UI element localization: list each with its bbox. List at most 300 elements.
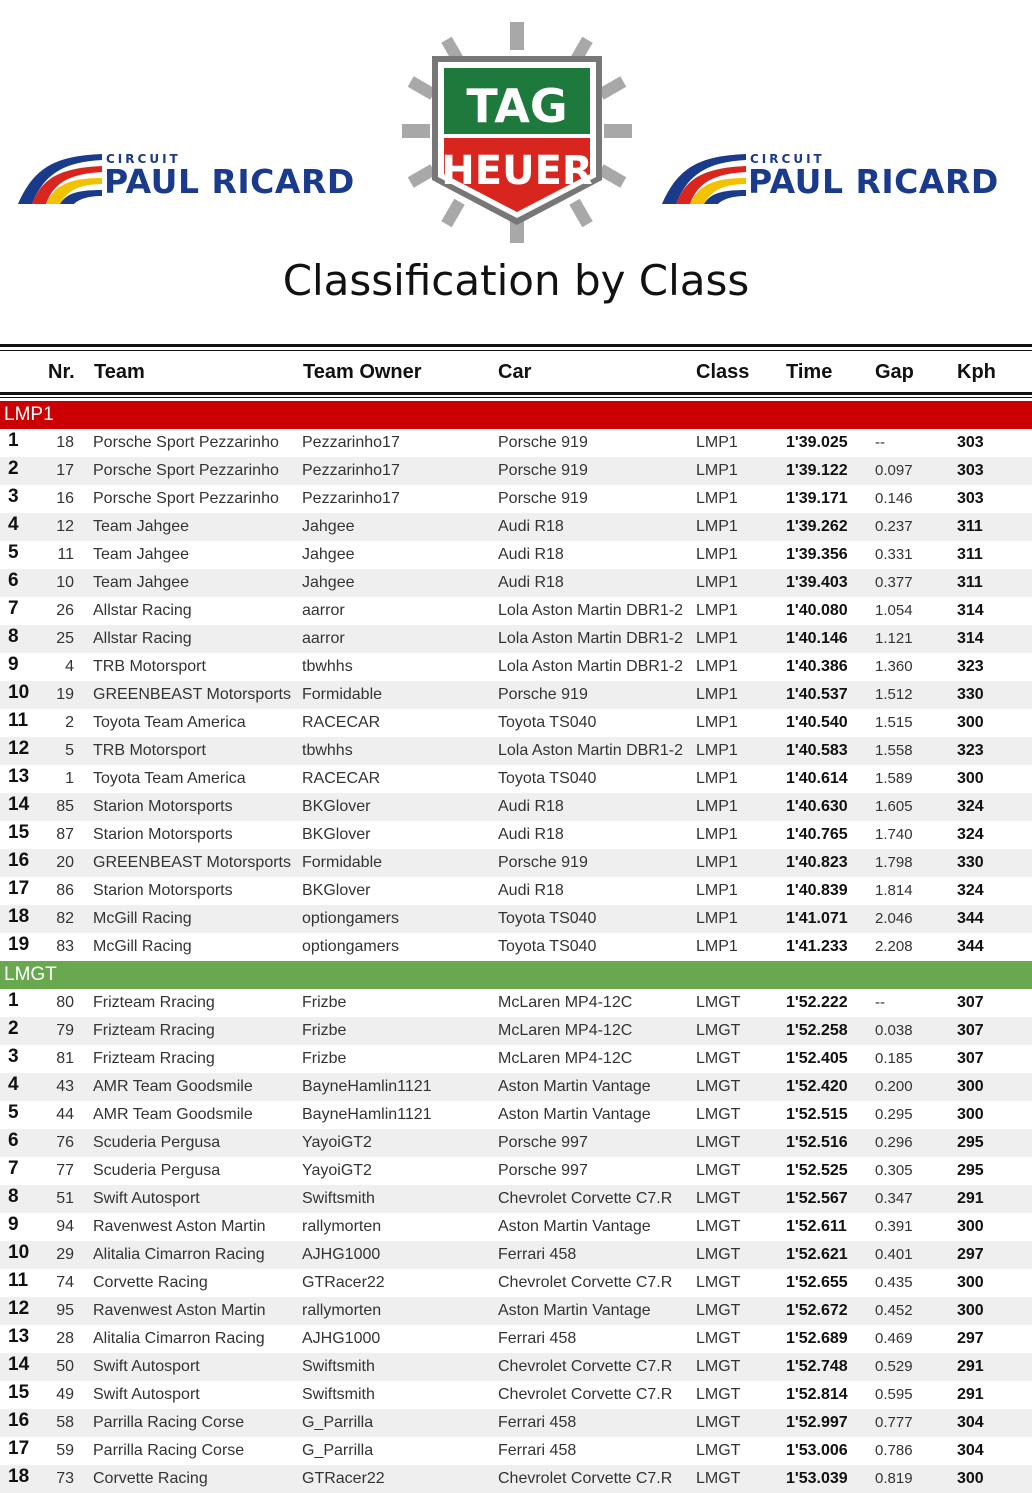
tag-heuer-logo bbox=[402, 20, 632, 245]
class-band-lmp1 bbox=[0, 401, 1032, 429]
cell-time: 1'39.025 bbox=[786, 434, 848, 451]
cell-car: Chevrolet Corvette C7.R bbox=[498, 1190, 673, 1207]
cell-pos: 14 bbox=[8, 1354, 30, 1375]
cell-pos: 18 bbox=[8, 1466, 30, 1487]
svg-text:HEUER: HEUER bbox=[441, 148, 593, 194]
cell-time: 1'39.171 bbox=[786, 490, 848, 507]
cell-car: Chevrolet Corvette C7.R bbox=[498, 1386, 673, 1403]
cell-team: Frizteam Rracing bbox=[93, 994, 215, 1011]
cell-car: Lola Aston Martin DBR1-2 bbox=[498, 658, 683, 675]
cell-time: 1'52.689 bbox=[786, 1330, 848, 1347]
cell-car: Porsche 919 bbox=[498, 854, 588, 871]
table-row bbox=[0, 1017, 1032, 1045]
cell-kph: 291 bbox=[957, 1386, 984, 1403]
table-row bbox=[0, 625, 1032, 653]
cell-class: LMGT bbox=[696, 1162, 741, 1179]
cell-class: LMGT bbox=[696, 1078, 741, 1095]
cell-gap: 1.798 bbox=[875, 854, 913, 871]
cell-class: LMP1 bbox=[696, 490, 738, 507]
cell-nr: 44 bbox=[56, 1106, 74, 1123]
cell-owner: YayoiGT2 bbox=[302, 1134, 372, 1151]
cell-kph: 300 bbox=[957, 770, 984, 787]
cell-nr: 4 bbox=[65, 658, 74, 675]
cell-nr: 11 bbox=[57, 546, 74, 563]
cell-gap: 0.237 bbox=[875, 518, 913, 535]
cell-nr: 79 bbox=[56, 1022, 74, 1039]
cell-nr: 50 bbox=[56, 1358, 74, 1375]
cell-pos: 7 bbox=[8, 1158, 19, 1179]
cell-car: Lola Aston Martin DBR1-2 bbox=[498, 602, 683, 619]
cell-car: Audi R18 bbox=[498, 518, 564, 535]
cell-kph: 330 bbox=[957, 686, 984, 703]
table-row bbox=[0, 849, 1032, 877]
cell-class: LMGT bbox=[696, 1330, 741, 1347]
cell-team: Corvette Racing bbox=[93, 1470, 208, 1487]
cell-gap: 0.435 bbox=[875, 1274, 913, 1291]
cell-kph: 303 bbox=[957, 490, 984, 507]
cell-gap: 1.515 bbox=[875, 714, 913, 731]
cell-owner: Swiftsmith bbox=[302, 1190, 375, 1207]
cell-owner: G_Parrilla bbox=[302, 1442, 374, 1459]
cell-gap: 0.331 bbox=[875, 546, 913, 563]
cell-nr: 83 bbox=[56, 938, 74, 955]
cell-kph: 304 bbox=[957, 1414, 984, 1431]
cell-class: LMP1 bbox=[696, 714, 738, 731]
cell-time: 1'52.222 bbox=[786, 994, 848, 1011]
cell-kph: 323 bbox=[957, 742, 984, 759]
cell-kph: 311 bbox=[957, 574, 983, 591]
cell-class: LMP1 bbox=[696, 882, 738, 899]
cell-owner: tbwhhs bbox=[302, 742, 353, 759]
cell-kph: 307 bbox=[957, 1050, 984, 1067]
cell-kph: 300 bbox=[957, 1218, 984, 1235]
cell-gap: 0.452 bbox=[875, 1302, 913, 1319]
cell-car: Audi R18 bbox=[498, 798, 564, 815]
cell-pos: 1 bbox=[8, 430, 19, 451]
cell-car: Ferrari 458 bbox=[498, 1246, 577, 1263]
cell-team: Starion Motorsports bbox=[93, 798, 233, 815]
cell-gap: 2.208 bbox=[875, 938, 913, 955]
table-row bbox=[0, 821, 1032, 849]
cell-time: 1'40.614 bbox=[786, 770, 848, 787]
cell-class: LMP1 bbox=[696, 602, 738, 619]
cell-kph: 291 bbox=[957, 1190, 984, 1207]
cell-car: Chevrolet Corvette C7.R bbox=[498, 1274, 673, 1291]
cell-gap: 0.296 bbox=[875, 1134, 913, 1151]
cell-time: 1'52.611 bbox=[786, 1218, 847, 1235]
cell-gap: 1.054 bbox=[875, 602, 913, 619]
cell-nr: 76 bbox=[56, 1134, 74, 1151]
cell-kph: 344 bbox=[957, 910, 984, 927]
cell-kph: 300 bbox=[957, 1470, 984, 1487]
cell-team: McGill Racing bbox=[93, 910, 192, 927]
cell-class: LMGT bbox=[696, 1050, 741, 1067]
cell-pos: 11 bbox=[8, 710, 29, 731]
cell-time: 1'52.525 bbox=[786, 1162, 848, 1179]
table-row bbox=[0, 933, 1032, 961]
cell-pos: 18 bbox=[8, 906, 30, 927]
cell-time: 1'52.814 bbox=[786, 1386, 848, 1403]
cell-time: 1'40.080 bbox=[786, 602, 848, 619]
cell-class: LMP1 bbox=[696, 686, 738, 703]
cell-kph: 295 bbox=[957, 1162, 984, 1179]
table-row bbox=[0, 989, 1032, 1017]
cell-owner: RACECAR bbox=[302, 770, 381, 787]
table-row bbox=[0, 1269, 1032, 1297]
cell-nr: 18 bbox=[56, 434, 74, 451]
cell-car: Porsche 919 bbox=[498, 686, 588, 703]
cell-car: Audi R18 bbox=[498, 826, 564, 843]
cell-team: GREENBEAST Motorsports bbox=[93, 854, 291, 871]
table-row bbox=[0, 905, 1032, 933]
table-row bbox=[0, 1101, 1032, 1129]
cell-class: LMGT bbox=[696, 1386, 741, 1403]
cell-gap: 0.401 bbox=[875, 1246, 913, 1263]
header-rule-top-thin bbox=[0, 350, 1032, 351]
logo-circuit-text: CIRCUIT bbox=[106, 152, 181, 166]
cell-pos: 5 bbox=[8, 1102, 19, 1123]
cell-class: LMP1 bbox=[696, 462, 738, 479]
cell-owner: aarror bbox=[302, 630, 345, 647]
cell-team: AMR Team Goodsmile bbox=[93, 1106, 253, 1123]
cell-nr: 20 bbox=[56, 854, 74, 871]
cell-owner: Pezzarinho17 bbox=[302, 490, 400, 507]
cell-team: Scuderia Pergusa bbox=[93, 1134, 221, 1151]
cell-team: Porsche Sport Pezzarinho bbox=[93, 462, 279, 479]
cell-pos: 10 bbox=[8, 682, 30, 703]
cell-kph: 303 bbox=[957, 434, 984, 451]
cell-class: LMP1 bbox=[696, 770, 738, 787]
tag-heuer-logo-icon bbox=[402, 20, 632, 245]
cell-pos: 7 bbox=[8, 598, 19, 619]
cell-car: Aston Martin Vantage bbox=[498, 1218, 651, 1235]
cell-car: Lola Aston Martin DBR1-2 bbox=[498, 630, 683, 647]
cell-pos: 8 bbox=[8, 1186, 19, 1207]
table-row bbox=[0, 709, 1032, 737]
cell-team: Team Jahgee bbox=[93, 518, 190, 535]
cell-pos: 13 bbox=[8, 766, 30, 787]
cell-team: Alitalia Cimarron Racing bbox=[93, 1330, 265, 1347]
cell-owner: AJHG1000 bbox=[302, 1330, 381, 1347]
column-header-row bbox=[0, 352, 1032, 392]
cell-team: Starion Motorsports bbox=[93, 882, 233, 899]
cell-time: 1'40.630 bbox=[786, 798, 848, 815]
cell-team: Swift Autosport bbox=[93, 1386, 200, 1403]
cell-pos: 8 bbox=[8, 626, 19, 647]
cell-car: Toyota TS040 bbox=[498, 910, 597, 927]
cell-time: 1'41.071 bbox=[786, 910, 848, 927]
cell-nr: 10 bbox=[56, 574, 74, 591]
cell-pos: 9 bbox=[8, 654, 19, 675]
col-car: Car bbox=[498, 361, 532, 383]
cell-gap: 0.595 bbox=[875, 1386, 913, 1403]
cell-gap: 1.605 bbox=[875, 798, 913, 815]
cell-team: Starion Motorsports bbox=[93, 826, 233, 843]
cell-team: Allstar Racing bbox=[93, 630, 192, 647]
cell-kph: 297 bbox=[957, 1330, 984, 1347]
cell-class: LMP1 bbox=[696, 938, 738, 955]
cell-time: 1'40.839 bbox=[786, 882, 848, 899]
cell-owner: Swiftsmith bbox=[302, 1358, 375, 1375]
paul-ricard-logo-left bbox=[14, 140, 374, 210]
cell-gap: 0.038 bbox=[875, 1022, 913, 1039]
cell-gap: 0.786 bbox=[875, 1442, 913, 1459]
cell-kph: 291 bbox=[957, 1358, 984, 1375]
cell-car: McLaren MP4-12C bbox=[498, 1022, 633, 1039]
table-row bbox=[0, 457, 1032, 485]
table-row bbox=[0, 597, 1032, 625]
cell-owner: GTRacer22 bbox=[302, 1470, 385, 1487]
cell-car: Ferrari 458 bbox=[498, 1414, 577, 1431]
cell-time: 1'39.356 bbox=[786, 546, 848, 563]
cell-team: Corvette Racing bbox=[93, 1274, 208, 1291]
cell-gap: 1.558 bbox=[875, 742, 913, 759]
cell-kph: 307 bbox=[957, 994, 984, 1011]
cell-owner: Swiftsmith bbox=[302, 1386, 375, 1403]
cell-nr: 1 bbox=[65, 770, 74, 787]
cell-kph: 297 bbox=[957, 1246, 984, 1263]
cell-owner: YayoiGT2 bbox=[302, 1162, 372, 1179]
cell-kph: 324 bbox=[957, 798, 984, 815]
cell-time: 1'40.583 bbox=[786, 742, 848, 759]
cell-class: LMGT bbox=[696, 994, 741, 1011]
cell-nr: 28 bbox=[56, 1330, 74, 1347]
cell-owner: BayneHamlin1121 bbox=[302, 1078, 432, 1095]
cell-owner: Jahgee bbox=[302, 518, 355, 535]
table-row bbox=[0, 793, 1032, 821]
cell-owner: Frizbe bbox=[302, 1050, 347, 1067]
cell-pos: 17 bbox=[8, 878, 30, 899]
cell-owner: Pezzarinho17 bbox=[302, 434, 400, 451]
cell-time: 1'52.405 bbox=[786, 1050, 848, 1067]
cell-gap: -- bbox=[875, 434, 885, 451]
col-time: Time bbox=[786, 361, 833, 383]
cell-gap: 0.305 bbox=[875, 1162, 913, 1179]
cell-nr: 87 bbox=[56, 826, 74, 843]
header-rule-bottom bbox=[0, 392, 1032, 395]
cell-owner: Jahgee bbox=[302, 546, 355, 563]
cell-owner: Formidable bbox=[302, 686, 383, 703]
cell-pos: 3 bbox=[8, 1046, 19, 1067]
table-row bbox=[0, 1157, 1032, 1185]
cell-car: Porsche 919 bbox=[498, 490, 588, 507]
cell-team: Allstar Racing bbox=[93, 602, 192, 619]
cell-team: Scuderia Pergusa bbox=[93, 1162, 221, 1179]
cell-team: Parrilla Racing Corse bbox=[93, 1414, 245, 1431]
cell-pos: 15 bbox=[8, 1382, 30, 1403]
cell-owner: AJHG1000 bbox=[302, 1246, 381, 1263]
cell-owner: Frizbe bbox=[302, 994, 347, 1011]
cell-gap: 1.589 bbox=[875, 770, 913, 787]
table-row bbox=[0, 1129, 1032, 1157]
table-row bbox=[0, 653, 1032, 681]
cell-pos: 16 bbox=[8, 850, 30, 871]
cell-gap: 1.360 bbox=[875, 658, 913, 675]
cell-owner: RACECAR bbox=[302, 714, 381, 731]
table-row bbox=[0, 1353, 1032, 1381]
class-band-lmgt bbox=[0, 961, 1032, 989]
svg-text:TAG: TAG bbox=[466, 79, 568, 133]
cell-class: LMGT bbox=[696, 1302, 741, 1319]
cell-nr: 43 bbox=[56, 1078, 74, 1095]
table-row bbox=[0, 1437, 1032, 1465]
cell-kph: 300 bbox=[957, 714, 984, 731]
cell-pos: 5 bbox=[8, 542, 19, 563]
cell-nr: 73 bbox=[56, 1470, 74, 1487]
cell-class: LMGT bbox=[696, 1190, 741, 1207]
cell-time: 1'40.765 bbox=[786, 826, 848, 843]
cell-time: 1'53.039 bbox=[786, 1470, 848, 1487]
cell-nr: 17 bbox=[56, 462, 74, 479]
cell-car: Audi R18 bbox=[498, 546, 564, 563]
cell-owner: Pezzarinho17 bbox=[302, 462, 400, 479]
cell-gap: 1.512 bbox=[875, 686, 913, 703]
cell-kph: 323 bbox=[957, 658, 984, 675]
cell-owner: rallymorten bbox=[302, 1302, 382, 1319]
cell-team: Toyota Team America bbox=[93, 714, 246, 731]
cell-pos: 2 bbox=[8, 458, 19, 479]
cell-gap: 0.529 bbox=[875, 1358, 913, 1375]
cell-time: 1'39.262 bbox=[786, 518, 848, 535]
cell-pos: 15 bbox=[8, 822, 30, 843]
cell-car: Aston Martin Vantage bbox=[498, 1302, 651, 1319]
cell-kph: 324 bbox=[957, 882, 984, 899]
cell-time: 1'40.146 bbox=[786, 630, 848, 647]
cell-nr: 25 bbox=[56, 630, 74, 647]
cell-time: 1'52.621 bbox=[786, 1246, 848, 1263]
cell-time: 1'39.403 bbox=[786, 574, 848, 591]
cell-owner: optiongamers bbox=[302, 910, 399, 927]
cell-team: Ravenwest Aston Martin bbox=[93, 1218, 266, 1235]
cell-car: Lola Aston Martin DBR1-2 bbox=[498, 742, 683, 759]
cell-gap: 0.391 bbox=[875, 1218, 913, 1235]
cell-kph: 304 bbox=[957, 1442, 984, 1459]
cell-class: LMP1 bbox=[696, 742, 738, 759]
cell-time: 1'53.006 bbox=[786, 1442, 848, 1459]
cell-car: Toyota TS040 bbox=[498, 770, 597, 787]
cell-owner: BKGlover bbox=[302, 882, 371, 899]
table-row bbox=[0, 681, 1032, 709]
cell-pos: 12 bbox=[8, 738, 30, 759]
table-row bbox=[0, 765, 1032, 793]
cell-gap: 1.740 bbox=[875, 826, 913, 843]
cell-team: Team Jahgee bbox=[93, 574, 190, 591]
cell-car: Audi R18 bbox=[498, 882, 564, 899]
cell-kph: 295 bbox=[957, 1134, 984, 1151]
cell-owner: BayneHamlin1121 bbox=[302, 1106, 432, 1123]
cell-gap: 1.814 bbox=[875, 882, 913, 899]
cell-gap: 0.347 bbox=[875, 1190, 913, 1207]
cell-team: TRB Motorsport bbox=[93, 742, 206, 759]
cell-car: Porsche 997 bbox=[498, 1134, 588, 1151]
cell-car: Chevrolet Corvette C7.R bbox=[498, 1358, 673, 1375]
cell-class: LMGT bbox=[696, 1106, 741, 1123]
cell-gap: 0.295 bbox=[875, 1106, 913, 1123]
cell-gap: 0.777 bbox=[875, 1414, 913, 1431]
table-row bbox=[0, 1465, 1032, 1493]
cell-nr: 26 bbox=[56, 602, 74, 619]
cell-gap: 0.819 bbox=[875, 1470, 913, 1487]
cell-gap: 2.046 bbox=[875, 910, 913, 927]
cell-class: LMP1 bbox=[696, 574, 738, 591]
cell-gap: 0.200 bbox=[875, 1078, 913, 1095]
cell-car: Porsche 919 bbox=[498, 462, 588, 479]
cell-kph: 324 bbox=[957, 826, 984, 843]
cell-car: Aston Martin Vantage bbox=[498, 1078, 651, 1095]
cell-pos: 6 bbox=[8, 1130, 19, 1151]
cell-nr: 77 bbox=[56, 1162, 74, 1179]
cell-time: 1'52.567 bbox=[786, 1190, 848, 1207]
header bbox=[0, 0, 1032, 340]
cell-car: Audi R18 bbox=[498, 574, 564, 591]
cell-owner: G_Parrilla bbox=[302, 1414, 374, 1431]
cell-gap: 0.097 bbox=[875, 462, 913, 479]
cell-car: McLaren MP4-12C bbox=[498, 1050, 633, 1067]
cell-class: LMP1 bbox=[696, 910, 738, 927]
cell-pos: 17 bbox=[8, 1438, 30, 1459]
cell-owner: tbwhhs bbox=[302, 658, 353, 675]
cell-kph: 303 bbox=[957, 462, 984, 479]
cell-time: 1'40.386 bbox=[786, 658, 848, 675]
cell-nr: 86 bbox=[56, 882, 74, 899]
cell-nr: 29 bbox=[56, 1246, 74, 1263]
table-row bbox=[0, 1185, 1032, 1213]
cell-owner: BKGlover bbox=[302, 826, 371, 843]
cell-time: 1'52.258 bbox=[786, 1022, 848, 1039]
cell-nr: 58 bbox=[56, 1414, 74, 1431]
cell-gap: 0.146 bbox=[875, 490, 913, 507]
cell-pos: 14 bbox=[8, 794, 30, 815]
table-row bbox=[0, 1045, 1032, 1073]
cell-nr: 5 bbox=[65, 742, 74, 759]
cell-team: GREENBEAST Motorsports bbox=[93, 686, 291, 703]
cell-kph: 300 bbox=[957, 1078, 984, 1095]
table-row bbox=[0, 513, 1032, 541]
class-band-label: LMP1 bbox=[4, 404, 54, 425]
cell-gap: 1.121 bbox=[875, 630, 913, 647]
cell-pos: 9 bbox=[8, 1214, 19, 1235]
table-row bbox=[0, 877, 1032, 905]
col-class: Class bbox=[696, 361, 750, 383]
cell-kph: 314 bbox=[957, 602, 984, 619]
cell-gap: 0.185 bbox=[875, 1050, 913, 1067]
cell-owner: Jahgee bbox=[302, 574, 355, 591]
table-row bbox=[0, 1381, 1032, 1409]
cell-car: Aston Martin Vantage bbox=[498, 1106, 651, 1123]
cell-car: Toyota TS040 bbox=[498, 714, 597, 731]
cell-team: Frizteam Rracing bbox=[93, 1050, 215, 1067]
cell-team: Parrilla Racing Corse bbox=[93, 1442, 245, 1459]
cell-team: Frizteam Rracing bbox=[93, 1022, 215, 1039]
col-team: Team bbox=[94, 361, 145, 383]
cell-pos: 4 bbox=[8, 1074, 19, 1095]
cell-kph: 300 bbox=[957, 1106, 984, 1123]
cell-kph: 344 bbox=[957, 938, 984, 955]
cell-car: Ferrari 458 bbox=[498, 1442, 577, 1459]
class-band-label: LMGT bbox=[4, 964, 57, 985]
cell-owner: GTRacer22 bbox=[302, 1274, 385, 1291]
col-nr: Nr. bbox=[48, 361, 75, 383]
cell-nr: 80 bbox=[56, 994, 74, 1011]
cell-pos: 4 bbox=[8, 514, 19, 535]
cell-kph: 330 bbox=[957, 854, 984, 871]
cell-class: LMP1 bbox=[696, 434, 738, 451]
cell-nr: 16 bbox=[56, 490, 74, 507]
cell-time: 1'40.823 bbox=[786, 854, 848, 871]
cell-owner: aarror bbox=[302, 602, 345, 619]
logo-circuit-text: CIRCUIT bbox=[750, 152, 825, 166]
cell-class: LMGT bbox=[696, 1414, 741, 1431]
